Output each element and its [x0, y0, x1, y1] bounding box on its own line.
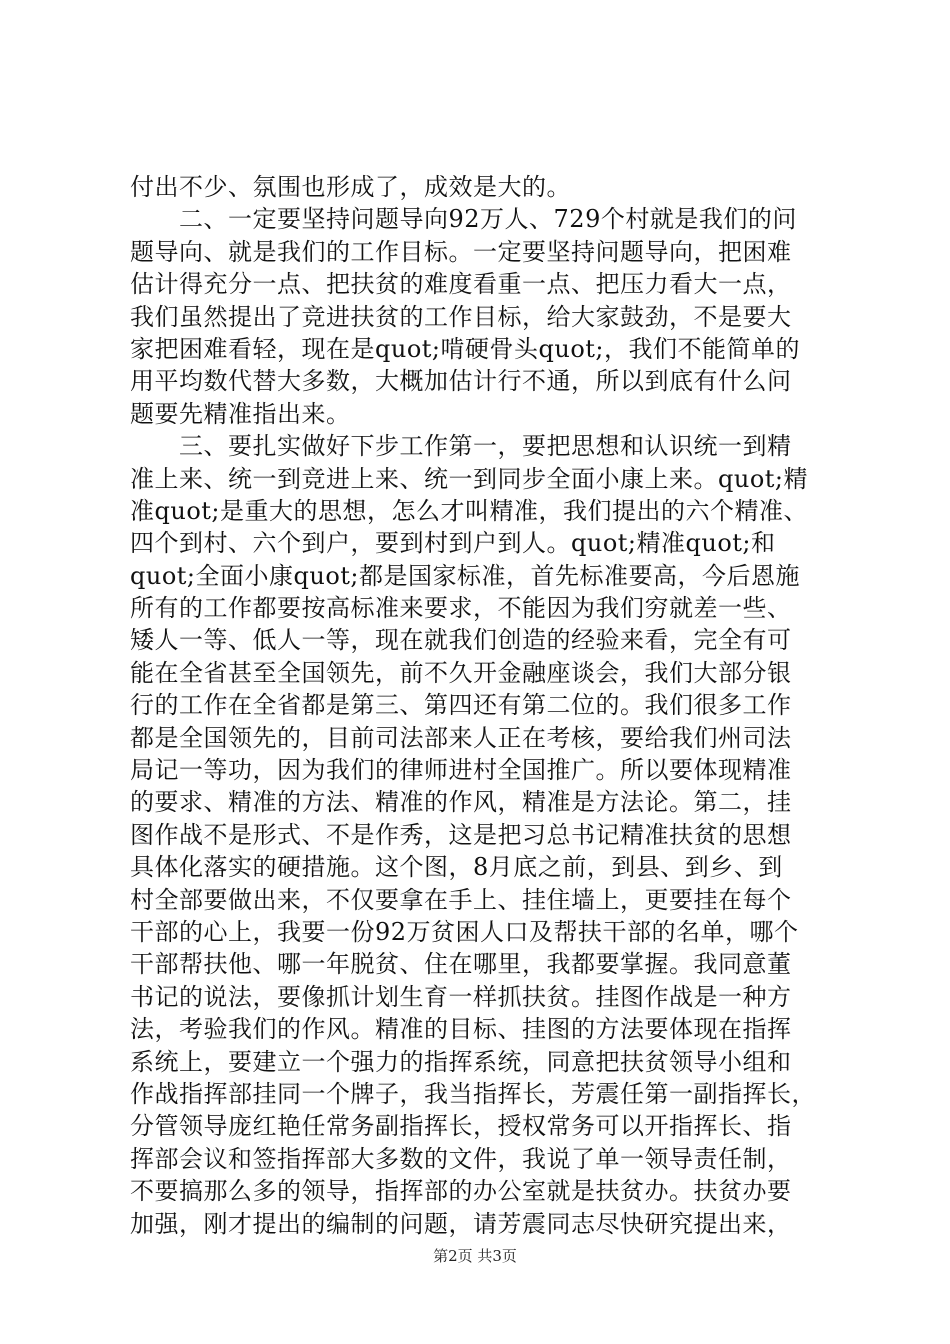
text-line: 加强，刚才提出的编制的问题，请芳震同志尽快研究提出来，	[130, 1209, 792, 1238]
text-line: 三、要扎实做好下步工作第一，要把思想和认识统一到精	[130, 432, 792, 461]
text-line: 干部帮扶他、哪一年脱贫、住在哪里，我都要掌握。我同意董	[130, 950, 792, 979]
text-line: 法，考验我们的作风。精准的目标、挂图的方法要体现在指挥	[130, 1015, 792, 1044]
text-line: 具体化落实的硬措施。这个图，8月底之前，到县、到乡、到	[130, 853, 783, 882]
text-line: 付出不少、氛围也形成了，成效是大的。	[130, 173, 571, 201]
text-line: 分管领导庞红艳任常务副指挥长，授权常务可以开指挥长、指	[130, 1112, 792, 1141]
text-line: 二、一定要坚持问题导向92万人、729个村就是我们的问	[130, 205, 797, 234]
text-line: 题要先精准指出来。	[130, 399, 351, 428]
text-line: 题导向、就是我们的工作目标。一定要坚持问题导向，把困难	[130, 237, 792, 266]
text-line: 系统上，要建立一个强力的指挥系统，同意把扶贫领导小组和	[130, 1047, 792, 1076]
text-line: 准上来、统一到竞进上来、统一到同步全面小康上来。quot;精	[130, 464, 808, 493]
text-line: 矮人一等、低人一等，现在就我们创造的经验来看，完全有可	[130, 626, 792, 655]
page-footer	[0, 1246, 950, 1266]
page-number-label: 第2页 共3页	[433, 1247, 517, 1265]
text-line: 行的工作在全省都是第三、第四还有第二位的。我们很多工作	[130, 691, 792, 720]
text-line: 不要搞那么多的领导，指挥部的办公室就是扶贫办。扶贫办要	[130, 1177, 792, 1206]
text-line: 书记的说法，要像抓计划生育一样抓扶贫。挂图作战是一种方	[130, 982, 792, 1011]
text-line: 四个到村、六个到户，要到村到户到人。quot;精准quot;和	[130, 529, 776, 558]
text-line: 村全部要做出来，不仅要拿在手上、挂住墙上，更要挂在每个	[130, 885, 792, 914]
body-text	[130, 171, 830, 1240]
text-line: quot;全面小康quot;都是国家标准，首先标准要高，今后恩施	[130, 561, 800, 590]
text-line: 都是全国领先的，目前司法部来人正在考核，要给我们州司法	[130, 723, 792, 752]
text-line: 干部的心上，我要一份92万贫困人口及帮扶干部的名单，哪个	[130, 917, 799, 946]
text-line: 所有的工作都要按高标准来要求，不能因为我们穷就差一些、	[130, 594, 792, 623]
text-line: 的要求、精准的方法、精准的作风，精准是方法论。第二，挂	[130, 788, 792, 817]
text-line: 挥部会议和签指挥部大多数的文件，我说了单一领导责任制，	[130, 1144, 792, 1173]
text-line: 家把困难看轻，现在是quot;啃硬骨头quot;，我们不能简单的	[130, 334, 800, 363]
text-line: 局记一等功，因为我们的律师进村全国推广。所以要体现精准	[130, 756, 792, 785]
text-line: 我们虽然提出了竞进扶贫的工作目标，给大家鼓劲，不是要大	[130, 302, 792, 331]
text-line: 能在全省甚至全国领先，前不久开金融座谈会，我们大部分银	[130, 658, 792, 687]
text-line: 作战指挥部挂同一个牌子，我当指挥长，芳震任第一副指挥长，	[130, 1079, 816, 1108]
text-line: 图作战不是形式、不是作秀，这是把习总书记精准扶贫的思想	[130, 820, 792, 849]
text-line: 用平均数代替大多数，大概加估计行不通，所以到底有什么问	[130, 367, 792, 396]
text-line: 估计得充分一点、把扶贫的难度看重一点、把压力看大一点，	[130, 270, 792, 299]
text-line: 准quot;是重大的思想，怎么才叫精准，我们提出的六个精准、	[130, 496, 808, 525]
